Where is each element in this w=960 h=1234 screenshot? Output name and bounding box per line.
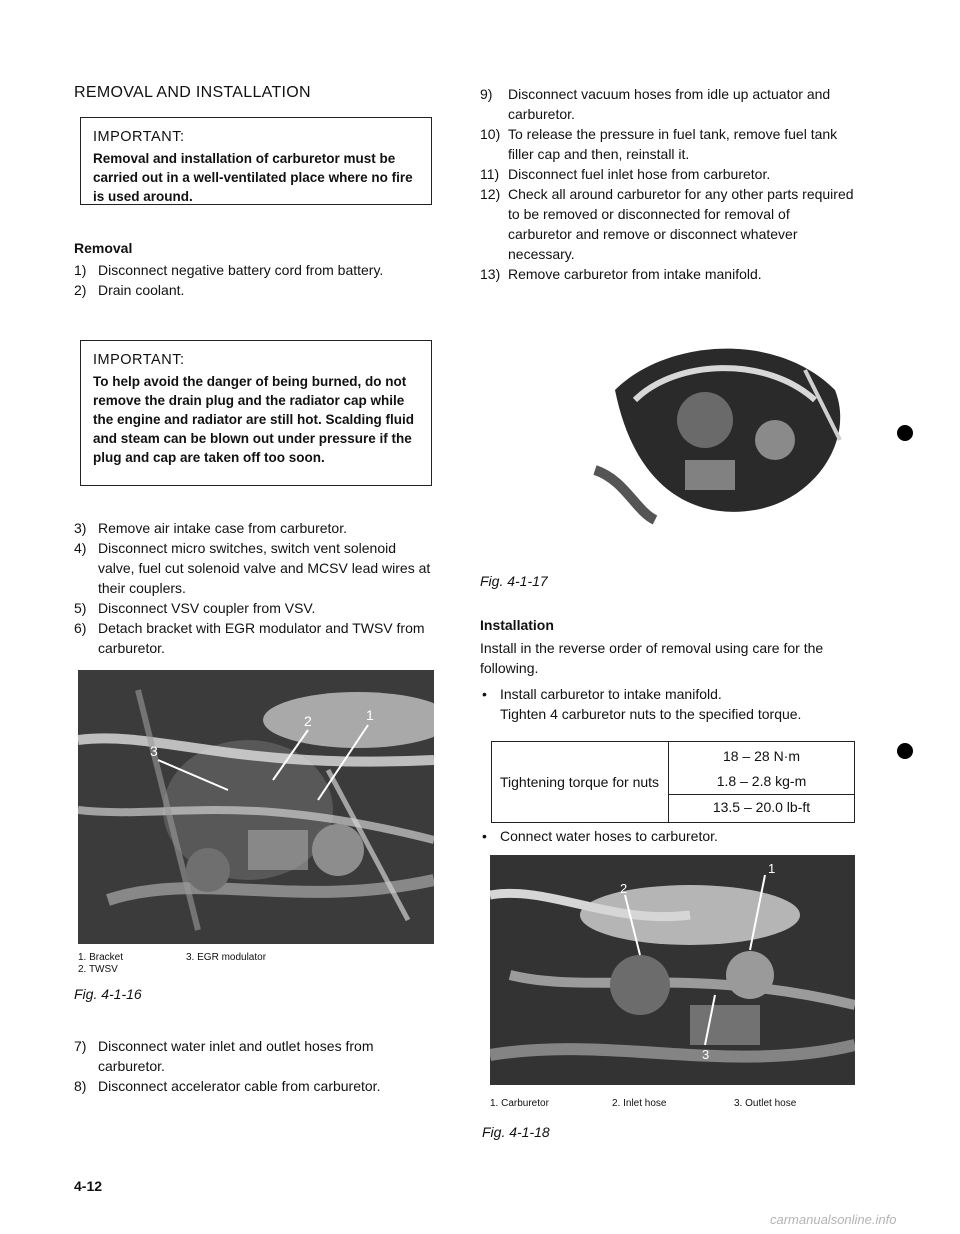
fig16-caption-2: 2. TWSV bbox=[78, 964, 118, 975]
step-text: Check all around carburetor for any other parts required to be removed or disconnected for removal of carburetor and remove or disconnect whatever necessary. bbox=[508, 186, 854, 262]
step-number: 4) bbox=[74, 540, 87, 556]
bullet-dot: • bbox=[482, 686, 487, 702]
bullet-dot: • bbox=[482, 828, 487, 844]
important-title: IMPORTANT: bbox=[93, 352, 185, 368]
torque-label: Tightening torque for nuts bbox=[492, 742, 669, 823]
step-text: To release the pressure in fuel tank, remove fuel tank filler cap and then, reinstall it. bbox=[508, 126, 838, 162]
step-number: 6) bbox=[74, 620, 87, 636]
step-item bbox=[480, 184, 855, 264]
torque-value-lbft: 13.5 – 20.0 lb-ft bbox=[669, 794, 854, 820]
torque-value-nm: 18 – 28 N·m bbox=[722, 748, 801, 764]
removal-steps-3-6 bbox=[74, 518, 434, 658]
step-text: Disconnect accelerator cable from carburetor. bbox=[98, 1078, 381, 1094]
fig16-caption-1: 1. Bracket bbox=[78, 952, 124, 963]
bullet-subtext: Tighten 4 carburetor nuts to the specified torque. bbox=[500, 706, 802, 722]
margin-marker-dot bbox=[897, 425, 913, 441]
step-number: 12) bbox=[480, 186, 501, 202]
fig16-label: Fig. 4-1-16 bbox=[74, 986, 142, 1002]
installation-title: Installation bbox=[480, 617, 554, 633]
step-number: 13) bbox=[480, 266, 501, 282]
fig16-caption-3: 3. EGR modulator bbox=[186, 952, 267, 963]
step-number: 5) bbox=[74, 600, 87, 616]
important-text: Removal and installation of carburetor must be carried out in a well-ventilated place where no fire is used around. bbox=[93, 151, 413, 204]
step-number: 2) bbox=[74, 282, 87, 298]
step-text: Disconnect fuel inlet hose from carburetor. bbox=[508, 166, 771, 182]
step-number: 10) bbox=[480, 126, 501, 142]
callout-3: 3 bbox=[702, 1047, 710, 1062]
carburetor-illustration bbox=[575, 330, 855, 530]
step-item bbox=[480, 264, 855, 284]
important-title: IMPORTANT: bbox=[93, 129, 185, 145]
hoses-illustration bbox=[490, 855, 855, 1085]
installation-bullet-2 bbox=[480, 826, 855, 846]
margin-marker-dot bbox=[897, 743, 913, 759]
torque-values bbox=[669, 742, 855, 823]
step-item bbox=[480, 124, 855, 164]
bullet-text: Install carburetor to intake manifold. bbox=[500, 686, 722, 702]
step-text: Disconnect water inlet and outlet hoses from carburetor. bbox=[98, 1038, 374, 1074]
fig18-caption-1: 1. Carburetor bbox=[490, 1098, 549, 1109]
step-text: Drain coolant. bbox=[98, 282, 185, 298]
carburetor-photo-fig-4-1-17 bbox=[575, 330, 855, 530]
installation-body bbox=[480, 638, 855, 724]
engine-photo-fig-4-1-16 bbox=[78, 670, 434, 944]
step-item bbox=[74, 598, 434, 618]
step-item bbox=[74, 618, 434, 658]
important-text: To help avoid the danger of being burned, do not remove the drain plug and the radiator cap while the engine and radiator are still hot. Scalding fluid and steam can be blown out under pressure if the plug and cap are taken off too soon. bbox=[93, 374, 415, 465]
callout-3: 3 bbox=[150, 743, 158, 759]
step-item bbox=[74, 1036, 434, 1076]
callout-1: 1 bbox=[366, 707, 374, 723]
step-number: 7) bbox=[74, 1038, 87, 1054]
step-item bbox=[74, 1076, 434, 1096]
bullet-item bbox=[480, 684, 855, 724]
step-number: 11) bbox=[480, 166, 500, 182]
removal-steps-7-8 bbox=[74, 1036, 434, 1096]
installation-intro: Install in the reverse order of removal using care for the following. bbox=[480, 640, 824, 676]
callout-1: 1 bbox=[768, 861, 776, 876]
removal-steps-1-2 bbox=[74, 260, 434, 300]
step-number: 1) bbox=[74, 262, 87, 278]
step-text: Detach bracket with EGR modulator and TWSV from carburetor. bbox=[98, 620, 425, 656]
removal-title: Removal bbox=[74, 240, 133, 256]
hoses-photo-fig-4-1-18 bbox=[490, 855, 855, 1085]
step-number: 3) bbox=[74, 520, 87, 536]
watermark: carmanualsonline.info bbox=[770, 1212, 897, 1227]
torque-table bbox=[491, 741, 855, 823]
torque-value-kgm: 1.8 – 2.8 kg-m bbox=[716, 773, 807, 789]
fig18-caption-3: 3. Outlet hose bbox=[734, 1098, 797, 1109]
step-item bbox=[480, 84, 855, 124]
bullet-item bbox=[480, 826, 855, 846]
step-item bbox=[480, 164, 855, 184]
step-number: 9) bbox=[480, 86, 493, 102]
removal-steps-9-13 bbox=[480, 84, 855, 284]
step-item bbox=[74, 260, 434, 280]
fig18-caption-2: 2. Inlet hose bbox=[612, 1098, 667, 1109]
callout-2: 2 bbox=[304, 713, 312, 729]
step-text: Disconnect VSV coupler from VSV. bbox=[98, 600, 316, 616]
step-text: Disconnect micro switches, switch vent solenoid valve, fuel cut solenoid valve and MCSV lead wires at their couplers. bbox=[98, 540, 431, 596]
step-item bbox=[74, 538, 434, 598]
important-notice-hot-coolant bbox=[80, 340, 432, 486]
step-text: Disconnect negative battery cord from battery. bbox=[98, 262, 384, 278]
step-text: Disconnect vacuum hoses from idle up actuator and carburetor. bbox=[508, 86, 831, 122]
step-item bbox=[74, 518, 434, 538]
engine-photo-illustration bbox=[78, 670, 434, 944]
fig18-label: Fig. 4-1-18 bbox=[482, 1124, 550, 1140]
step-number: 8) bbox=[74, 1078, 87, 1094]
important-notice-ventilation bbox=[80, 117, 432, 205]
bullet-text: Connect water hoses to carburetor. bbox=[500, 828, 718, 844]
step-item bbox=[74, 280, 434, 300]
page-number: 4-12 bbox=[74, 1178, 103, 1194]
fig17-label: Fig. 4-1-17 bbox=[480, 573, 548, 589]
step-text: Remove air intake case from carburetor. bbox=[98, 520, 347, 536]
callout-2: 2 bbox=[620, 881, 628, 896]
step-text: Remove carburetor from intake manifold. bbox=[508, 266, 762, 282]
section-heading: REMOVAL AND INSTALLATION bbox=[74, 84, 311, 101]
